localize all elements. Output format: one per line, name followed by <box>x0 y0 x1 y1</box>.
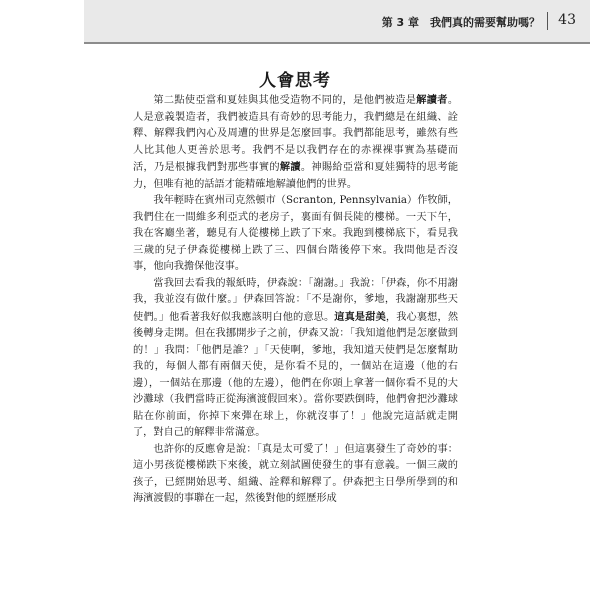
text-run: 。人是意義製造者，我們被造具有奇妙的思考能力，我們總是在組織、詮釋、解釋我們內心及周遭的世界是怎麼回事。我們都能思考，雖然有些人比其他人更善於思考。我們不是以我們存在的赤裸裸事實為基礎而活，乃是根據我們對那些事實的 <box>133 95 458 173</box>
emphasis-text: 這真是甜美 <box>334 310 386 323</box>
chapter-title: 第 3 章 我們真的需要幫助嗎？ <box>381 16 540 29</box>
text-run: 當我回去看我的報紙時，伊森說：「謝謝。」我說：「伊森，你不用謝我，我並沒有做什麼。」伊森回答說：「不是謝你，爹地，我謝謝那些天使們。」他看著我好似我應該明白他的意思。 <box>133 277 458 323</box>
text-run: 第二點使亞當和夏娃與其他受造物不同的，是他們被造是 <box>153 95 417 106</box>
text-run: 也許你的反應會是說：「真是太可愛了！」但這裏發生了奇妙的事：這小男孩從樓梯跌下來後，就立刻試圖使發生的事有意義。一個三歲的孩子，已經開始思考、組織、詮釋和解釋了。伊森把主日學所學到的和海濱渡假的事聯在一起，然後對他的經歷形成 <box>133 443 458 504</box>
text-run: 。神賜給亞當和夏娃獨特的思考能力，但唯有祂的話語才能精確地解讀他們的世界。 <box>133 162 459 190</box>
page-number: 43 <box>558 12 576 28</box>
running-header <box>84 0 590 44</box>
emphasis-text: 解讀 <box>279 161 301 173</box>
body-text <box>133 92 458 508</box>
paragraph <box>133 442 458 508</box>
emphasis-text: 解讀者 <box>416 94 448 106</box>
header-divider <box>547 12 548 30</box>
paragraph <box>133 276 458 442</box>
paragraph <box>133 92 458 193</box>
text-run: ，我心裏想，然後轉身走開。但在我挪開步子之前，伊森又說：「我知道他們是怎麼做到的！」我問：「他們是誰？」「天使啊，爹地，我知道天使們是怎麼幫助我的，每個人都有兩個天使，是你看不見的，一個站在這邊（他的右邊），一個站在那邊（他的左邊），他們在你頭上拿著一個你看不見的大沙灘球（我們當時正從海濱渡假回來）。當你要跌倒時，他們會把沙灘球貼在你前面，你掉下來彈在球上，你就沒事了！」他說完這話就走開了，對自己的解釋非常滿意。 <box>133 311 459 438</box>
paragraph <box>133 193 458 276</box>
text-run: 我年輕時在賓州司克然頓市（Scranton, Pennsylvania）作牧師，我們住在一間維多利亞式的老房子，裏面有個長陡的樓梯。一天下午，我在客廳坐著，聽見有人從樓梯上跌了下來。我跑到樓梯底下，看見我三歲的兒子伊森從樓梯上跌了三、四個台階後停下來。我問他是否沒事，他向我擔保他沒事。 <box>133 195 458 272</box>
section-title: 人會思考 <box>259 71 331 91</box>
